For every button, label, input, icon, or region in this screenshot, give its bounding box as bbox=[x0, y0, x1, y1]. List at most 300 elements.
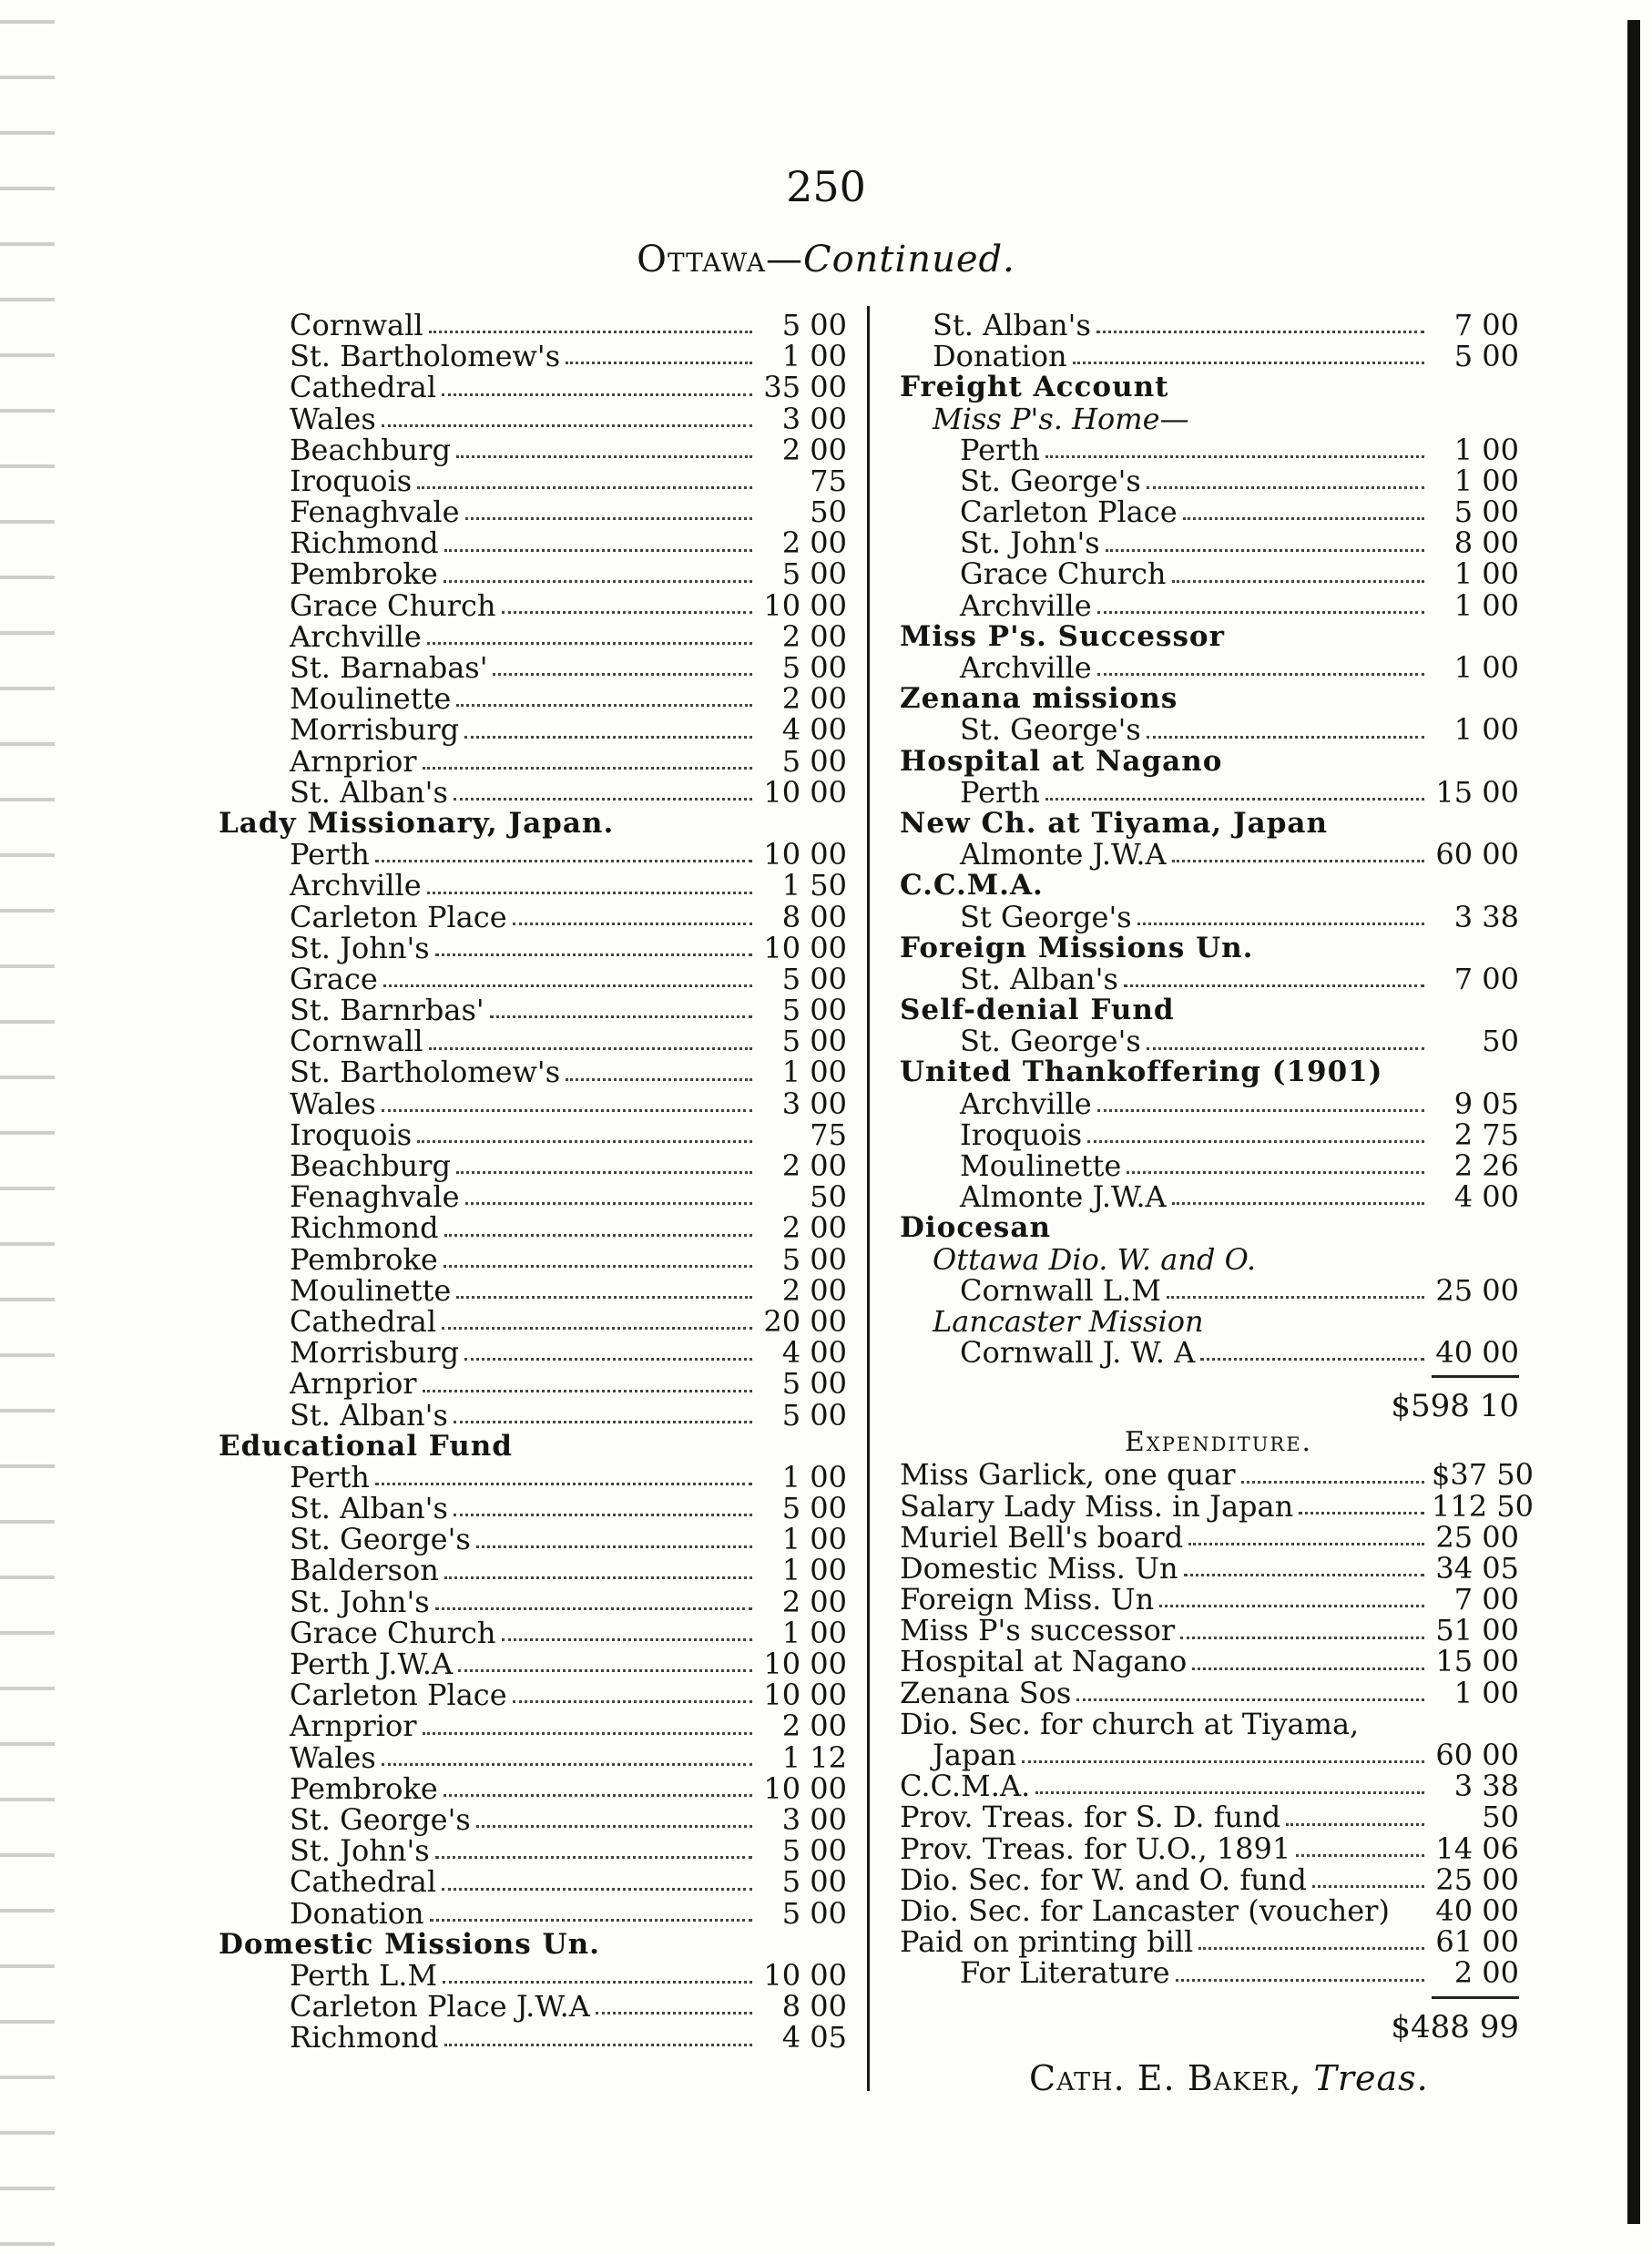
entry-amount: 10 00 bbox=[763, 774, 847, 810]
entry-amount: 10 00 bbox=[763, 1647, 847, 1682]
ledger-row bbox=[219, 1801, 847, 1837]
entry-amount: 3 38 bbox=[1453, 899, 1519, 934]
entry-label: Archville bbox=[960, 587, 1092, 623]
entry-label: Pembroke bbox=[290, 1241, 438, 1277]
entry-amount: 5 00 bbox=[1453, 495, 1519, 530]
entry-label: St. Barnrbas' bbox=[290, 993, 484, 1028]
dot-leader bbox=[1192, 1668, 1424, 1670]
dot-leader bbox=[444, 549, 752, 552]
entry-amount: 5 00 bbox=[781, 1895, 847, 1931]
entry-amount: 50 bbox=[810, 1179, 847, 1215]
dot-leader bbox=[566, 1078, 752, 1081]
dot-leader bbox=[1184, 1574, 1424, 1576]
entry-amount: 1 00 bbox=[781, 1553, 847, 1588]
dot-leader bbox=[1087, 1140, 1424, 1143]
ledger-row bbox=[219, 1088, 847, 1119]
dot-leader bbox=[1159, 1605, 1424, 1607]
section-heading bbox=[900, 746, 1519, 777]
entry-label: Iroquois bbox=[290, 1117, 413, 1152]
dot-leader bbox=[464, 736, 752, 739]
entry-label: Archville bbox=[290, 618, 422, 654]
ledger-row bbox=[900, 1519, 1519, 1555]
ledger-row bbox=[219, 434, 847, 465]
ledger-row bbox=[219, 495, 847, 530]
entry-label: Moulinette bbox=[290, 681, 452, 717]
entry-amount: 5 00 bbox=[781, 1241, 847, 1277]
entry-label: Carleton Place J.W.A bbox=[290, 1989, 590, 2025]
ledger-row bbox=[219, 993, 847, 1028]
ledger-row bbox=[900, 1148, 1519, 1184]
ledger-row bbox=[219, 870, 847, 901]
dot-leader bbox=[465, 1202, 753, 1205]
dot-leader bbox=[1073, 362, 1424, 364]
dot-leader bbox=[423, 1390, 752, 1392]
entry-label: St. Alban's bbox=[290, 1491, 448, 1526]
entry-amount: 5 00 bbox=[781, 650, 847, 686]
dot-leader bbox=[465, 517, 753, 520]
ledger-row bbox=[219, 1493, 847, 1524]
ledger-row bbox=[900, 1800, 1519, 1835]
dot-leader bbox=[1106, 549, 1424, 552]
ledger-row bbox=[900, 1738, 1519, 1773]
dot-leader bbox=[1188, 1543, 1424, 1545]
dot-leader bbox=[444, 2044, 752, 2046]
entry-label: Arnprior bbox=[290, 1366, 417, 1402]
section-heading bbox=[900, 1057, 1519, 1088]
dot-leader bbox=[456, 1171, 752, 1174]
entry-amount: 5 00 bbox=[781, 1864, 847, 1900]
ledger-row bbox=[219, 618, 847, 654]
dot-leader bbox=[1124, 984, 1424, 987]
ledger-row bbox=[219, 1617, 847, 1648]
entry-amount: 5 00 bbox=[781, 1491, 847, 1526]
dot-leader bbox=[417, 486, 752, 489]
entry-amount: 1 00 bbox=[1453, 556, 1519, 592]
ledger-row bbox=[219, 712, 847, 748]
ledger-row bbox=[900, 1457, 1534, 1493]
entry-label: Perth bbox=[960, 774, 1040, 810]
subsection-heading bbox=[900, 1241, 1519, 1277]
ledger-row bbox=[219, 556, 847, 592]
total-rule bbox=[900, 1989, 1519, 2007]
ledger-row bbox=[219, 1397, 847, 1433]
entry-amount: 7 00 bbox=[1453, 1582, 1519, 1617]
entry-amount: 10 00 bbox=[763, 587, 847, 623]
entry-label: Perth J.W.A bbox=[290, 1647, 454, 1682]
heading-label: Lancaster Mission bbox=[933, 1303, 1204, 1339]
ledger-row bbox=[900, 899, 1519, 934]
dot-leader bbox=[1299, 1512, 1424, 1515]
entry-label: Cathedral bbox=[290, 370, 437, 405]
heading-label: Dio. Sec. for church at Tiyama, bbox=[900, 1706, 1360, 1741]
entry-amount: 1 12 bbox=[781, 1739, 847, 1775]
dot-leader bbox=[1137, 923, 1424, 925]
treasurer-signature bbox=[1029, 2058, 1429, 2098]
entry-label: Salary Lady Miss. in Japan bbox=[900, 1488, 1294, 1524]
section-heading bbox=[900, 372, 1519, 403]
entry-amount: 4 00 bbox=[1453, 1179, 1519, 1215]
entry-label: Donation bbox=[933, 339, 1067, 374]
entry-amount: 75 bbox=[810, 463, 847, 498]
entry-amount: 3 00 bbox=[781, 1086, 847, 1121]
entry-label: Archville bbox=[960, 1086, 1092, 1121]
treasurer-title: Treas. bbox=[1313, 2058, 1429, 2098]
dot-leader bbox=[454, 1514, 752, 1516]
subsection-heading bbox=[900, 403, 1519, 434]
entry-label: Domestic Miss. Un bbox=[900, 1550, 1178, 1586]
ledger-row bbox=[219, 839, 847, 870]
ledger-row bbox=[219, 2022, 847, 2053]
entry-amount: 5 00 bbox=[1453, 339, 1519, 374]
dot-leader bbox=[1045, 455, 1424, 458]
dot-leader bbox=[383, 984, 752, 987]
entry-amount: 7 00 bbox=[1453, 307, 1519, 342]
entry-label: Grace bbox=[290, 961, 378, 996]
entry-amount: 5 00 bbox=[781, 1833, 847, 1869]
dot-leader bbox=[444, 1265, 752, 1268]
ledger-row bbox=[219, 1241, 847, 1277]
dot-leader bbox=[464, 1358, 752, 1361]
entry-amount: 15 00 bbox=[1435, 1644, 1519, 1679]
ledger-row bbox=[219, 743, 847, 779]
ledger-row bbox=[900, 961, 1519, 996]
entry-label: Morrisburg bbox=[290, 1335, 460, 1371]
ledger-row bbox=[219, 774, 847, 810]
column-divider bbox=[867, 306, 870, 2091]
entry-text bbox=[900, 1708, 1519, 1739]
entry-amount: 7 00 bbox=[1453, 961, 1519, 996]
page-number: 250 bbox=[786, 162, 866, 211]
entry-label: Fenaghvale bbox=[290, 1179, 460, 1215]
entry-amount: 34 05 bbox=[1435, 1550, 1519, 1586]
entry-label: Perth bbox=[290, 837, 370, 872]
section-heading bbox=[900, 1212, 1519, 1243]
dot-leader bbox=[1096, 331, 1424, 333]
heading-label: Freight Account bbox=[900, 371, 1169, 404]
ledger-row bbox=[900, 341, 1519, 372]
dot-leader bbox=[444, 580, 752, 583]
dot-leader bbox=[1097, 611, 1424, 614]
entry-label: Pembroke bbox=[290, 556, 438, 592]
entry-label: St. George's bbox=[290, 1522, 471, 1557]
dot-leader bbox=[454, 798, 752, 801]
entry-label: Wales bbox=[290, 1739, 376, 1775]
dot-leader bbox=[1022, 1760, 1424, 1763]
entry-label: Cathedral bbox=[290, 1303, 437, 1339]
entry-amount: 3 00 bbox=[781, 1801, 847, 1837]
entry-amount: 8 00 bbox=[1453, 525, 1519, 561]
dot-leader bbox=[458, 1669, 752, 1672]
entry-amount: 1 00 bbox=[781, 1055, 847, 1090]
entry-label: Donation bbox=[290, 1895, 424, 1931]
entry-label: Muriel Bell's board bbox=[900, 1519, 1184, 1555]
ledger-row bbox=[219, 1895, 847, 1931]
dot-leader bbox=[417, 1140, 752, 1143]
entry-label: St. Alban's bbox=[960, 961, 1118, 996]
ledger-row bbox=[900, 556, 1519, 592]
entry-amount: 9 05 bbox=[1453, 1086, 1519, 1121]
entry-amount: 4 00 bbox=[781, 712, 847, 748]
ledger-row bbox=[900, 465, 1519, 496]
dot-leader bbox=[502, 611, 753, 614]
entry-label: Moulinette bbox=[290, 1272, 452, 1308]
dot-leader bbox=[1180, 1637, 1424, 1639]
entry-amount: 8 00 bbox=[781, 899, 847, 934]
entry-amount: 15 00 bbox=[1435, 774, 1519, 810]
dot-leader bbox=[382, 1109, 752, 1112]
ledger-row bbox=[219, 1524, 847, 1555]
ledger-row bbox=[219, 1366, 847, 1402]
ledger-row bbox=[219, 1739, 847, 1775]
entry-amount: 14 06 bbox=[1435, 1831, 1519, 1866]
heading-label: Miss P's. Home— bbox=[933, 401, 1189, 436]
dot-leader bbox=[1097, 673, 1424, 676]
entry-label: St. John's bbox=[290, 1833, 430, 1869]
entry-label: Carleton Place bbox=[960, 495, 1178, 530]
entry-label: Dio. Sec. for Lancaster (voucher) bbox=[900, 1892, 1390, 1928]
ledger-row bbox=[900, 495, 1519, 530]
entry-label: Arnprior bbox=[290, 743, 417, 779]
entry-label: Iroquois bbox=[290, 463, 413, 498]
entry-amount: 1 00 bbox=[1453, 587, 1519, 623]
entry-label: St. Barnabas' bbox=[290, 650, 488, 686]
entry-label: Cornwall L.M bbox=[960, 1272, 1161, 1308]
dot-leader bbox=[429, 331, 752, 333]
entry-label: Carleton Place bbox=[290, 1678, 507, 1713]
ledger-row bbox=[900, 307, 1519, 342]
ledger-row bbox=[219, 1678, 847, 1713]
entry-label: St. George's bbox=[960, 463, 1141, 498]
entry-amount: 2 00 bbox=[781, 1148, 847, 1184]
heading-label: Miss P's. Successor bbox=[900, 619, 1225, 653]
entry-amount: 2 00 bbox=[781, 432, 847, 467]
entry-amount: 2 00 bbox=[781, 681, 847, 717]
entry-label: Cornwall bbox=[290, 1024, 423, 1059]
ledger-row bbox=[900, 1861, 1519, 1897]
dot-leader bbox=[1200, 1358, 1424, 1361]
entry-label: Balderson bbox=[290, 1553, 439, 1588]
ledger-row bbox=[219, 899, 847, 934]
ledger-row bbox=[219, 372, 847, 403]
entry-amount: 3 38 bbox=[1453, 1769, 1519, 1804]
section-heading bbox=[900, 621, 1519, 652]
entry-label: St. George's bbox=[960, 1024, 1141, 1059]
dot-leader bbox=[444, 1576, 752, 1579]
dot-leader bbox=[444, 1794, 752, 1797]
ledger-row bbox=[900, 1769, 1519, 1804]
entry-label: Pembroke bbox=[290, 1770, 438, 1806]
entry-label: Miss P's successor bbox=[900, 1613, 1176, 1648]
dot-leader bbox=[493, 673, 752, 676]
ledger-row bbox=[219, 1148, 847, 1184]
entry-amount: 1 00 bbox=[1453, 432, 1519, 467]
entry-amount: 25 00 bbox=[1435, 1272, 1519, 1308]
section-heading bbox=[900, 994, 1519, 1025]
dot-leader bbox=[1097, 1109, 1424, 1112]
entry-amount: 2 00 bbox=[1453, 1955, 1519, 1991]
entry-amount: 4 05 bbox=[781, 2020, 847, 2055]
running-head-place: Ottawa bbox=[637, 239, 766, 280]
entry-label: St. Alban's bbox=[290, 1397, 448, 1433]
entry-amount: 1 00 bbox=[781, 339, 847, 374]
dot-leader bbox=[456, 455, 752, 458]
ledger-row bbox=[219, 1833, 847, 1869]
ledger-row bbox=[900, 1119, 1519, 1150]
entry-label: Perth bbox=[960, 432, 1040, 467]
dot-leader bbox=[476, 1545, 752, 1548]
heading-label: Ottawa Dio. W. and O. bbox=[933, 1241, 1257, 1277]
running-head-separator: — bbox=[765, 239, 803, 280]
entry-label: Iroquois bbox=[960, 1117, 1083, 1152]
dot-leader bbox=[1183, 517, 1424, 520]
entry-label: Prov. Treas. for S. D. fund bbox=[900, 1800, 1281, 1835]
entry-label: Hospital at Nagano bbox=[900, 1644, 1188, 1679]
entry-label: Cornwall bbox=[290, 307, 423, 342]
ledger-row bbox=[900, 525, 1519, 561]
scan-right-edge bbox=[1627, 20, 1640, 2224]
dot-leader bbox=[490, 1015, 752, 1018]
entry-label: Morrisburg bbox=[290, 712, 460, 748]
entry-amount: 60 00 bbox=[1435, 837, 1519, 872]
entry-label: St. Alban's bbox=[290, 774, 448, 810]
entry-amount: 5 00 bbox=[781, 1024, 847, 1059]
entry-amount: 10 00 bbox=[763, 1957, 847, 1993]
entry-label: C.C.M.A. bbox=[900, 1769, 1031, 1804]
entry-label: Archville bbox=[960, 650, 1092, 686]
ledger-row bbox=[219, 650, 847, 686]
entry-label: Foreign Miss. Un bbox=[900, 1582, 1155, 1617]
entry-label: Beachburg bbox=[290, 432, 451, 467]
ledger-row bbox=[900, 1675, 1519, 1710]
dot-leader bbox=[429, 1047, 752, 1050]
entry-label: Zenana Sos bbox=[900, 1675, 1072, 1710]
entry-label: Perth L.M bbox=[290, 1957, 438, 1993]
entry-label: Prov. Treas. for U.O., 1891 bbox=[900, 1831, 1291, 1866]
ledger-row bbox=[219, 307, 847, 342]
dot-leader bbox=[456, 704, 752, 707]
ledger-row bbox=[900, 1179, 1519, 1215]
entry-amount: 2 00 bbox=[781, 618, 847, 654]
dot-leader bbox=[1167, 1296, 1424, 1299]
entry-label: Dio. Sec. for W. and O. fund bbox=[900, 1861, 1307, 1897]
ledger-row bbox=[219, 1210, 847, 1246]
entry-amount: 50 bbox=[810, 495, 847, 530]
entry-amount: 10 00 bbox=[763, 1770, 847, 1806]
dot-leader bbox=[442, 1888, 752, 1891]
ledger-row bbox=[900, 650, 1519, 686]
dot-leader bbox=[427, 892, 752, 894]
heading-label: Educational Fund bbox=[219, 1429, 513, 1463]
entry-amount: 35 00 bbox=[763, 370, 847, 405]
entry-amount: 75 bbox=[810, 1117, 847, 1152]
dot-leader bbox=[423, 1732, 752, 1735]
entry-label: Wales bbox=[290, 1086, 376, 1121]
entry-label: Arnprior bbox=[290, 1708, 417, 1744]
entry-amount: 2 26 bbox=[1453, 1148, 1519, 1184]
entry-label: St George's bbox=[960, 899, 1132, 934]
entry-amount: 1 00 bbox=[781, 1615, 847, 1650]
dot-leader bbox=[1147, 736, 1424, 739]
entry-label: Grace Church bbox=[290, 1615, 496, 1650]
dot-leader bbox=[1076, 1698, 1424, 1701]
entry-label: St. Bartholomew's bbox=[290, 1055, 561, 1090]
entry-amount: 40 00 bbox=[1435, 1335, 1519, 1371]
heading-label: United Thankoffering (1901) bbox=[900, 1056, 1383, 1089]
entry-label: St. George's bbox=[960, 712, 1141, 748]
dot-leader bbox=[513, 923, 752, 925]
entry-amount: 2 00 bbox=[781, 1708, 847, 1744]
entry-label: St. Bartholomew's bbox=[290, 339, 561, 374]
entry-amount: $37 50 bbox=[1432, 1457, 1534, 1493]
ledger-row bbox=[219, 465, 847, 496]
total-rule bbox=[900, 1368, 1519, 1386]
running-head-continued: Continued. bbox=[802, 239, 1015, 280]
ledger-row bbox=[219, 1024, 847, 1059]
ledger-row bbox=[219, 1989, 847, 2025]
entry-label: St. John's bbox=[290, 930, 430, 965]
heading-label: Lady Missionary, Japan. bbox=[219, 806, 615, 840]
entry-label: Richmond bbox=[290, 2020, 439, 2055]
ledger-row bbox=[219, 1179, 847, 1215]
ledger-row bbox=[900, 839, 1519, 870]
entry-amount: 4 00 bbox=[781, 1335, 847, 1371]
entry-label: Carleton Place bbox=[290, 899, 507, 934]
entry-amount: 8 00 bbox=[781, 1989, 847, 2025]
ledger-row bbox=[900, 1924, 1519, 1960]
entry-label: St. George's bbox=[290, 1801, 471, 1837]
ledger-row bbox=[219, 341, 847, 372]
entry-label: Fenaghvale bbox=[290, 495, 460, 530]
dot-leader bbox=[1296, 1854, 1424, 1857]
subsection-heading bbox=[900, 1303, 1519, 1339]
ledger-row bbox=[219, 525, 847, 561]
ledger-row bbox=[219, 1770, 847, 1806]
dot-leader bbox=[596, 2012, 752, 2014]
entry-amount: 2 75 bbox=[1453, 1117, 1519, 1152]
section-heading bbox=[219, 1431, 847, 1462]
dot-leader bbox=[1172, 580, 1425, 583]
heading-label: Hospital at Nagano bbox=[900, 744, 1223, 778]
entry-amount: 61 00 bbox=[1435, 1924, 1519, 1960]
entry-label: Perth bbox=[290, 1459, 370, 1494]
ledger-row bbox=[900, 1644, 1519, 1679]
entry-amount: 5 00 bbox=[781, 556, 847, 592]
entry-label: Wales bbox=[290, 401, 376, 436]
entry-label: Miss Garlick, one quar bbox=[900, 1457, 1236, 1493]
dot-leader bbox=[427, 642, 752, 645]
ledger-row bbox=[219, 1586, 847, 1617]
entry-label: For Literature bbox=[960, 1955, 1170, 1991]
entry-label: Richmond bbox=[290, 1210, 439, 1246]
entry-label: Beachburg bbox=[290, 1148, 451, 1184]
ledger-row bbox=[900, 1272, 1519, 1308]
entry-amount: 1 00 bbox=[1453, 712, 1519, 748]
ledger-row bbox=[900, 712, 1519, 748]
ledger-row bbox=[219, 1335, 847, 1371]
entry-amount: 5 00 bbox=[781, 993, 847, 1028]
ledger-row bbox=[900, 1024, 1519, 1059]
entry-amount: 25 00 bbox=[1435, 1519, 1519, 1555]
heading-label: Domestic Missions Un. bbox=[219, 1927, 600, 1961]
entry-label: Paid on printing bill bbox=[900, 1924, 1194, 1960]
entry-amount: 10 00 bbox=[763, 837, 847, 872]
entry-amount: 51 00 bbox=[1435, 1613, 1519, 1648]
entry-amount: 1 00 bbox=[781, 1459, 847, 1494]
dot-leader bbox=[1286, 1823, 1424, 1826]
dot-leader bbox=[442, 1327, 752, 1330]
ledger-row bbox=[219, 1864, 847, 1900]
dot-leader bbox=[1127, 1171, 1424, 1174]
